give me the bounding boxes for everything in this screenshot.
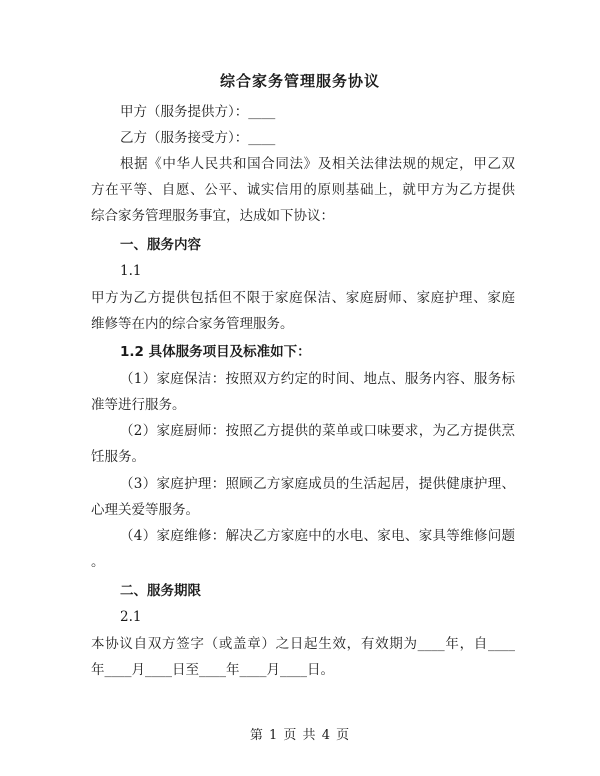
clause-2-1-number: 2.1 xyxy=(120,609,142,625)
service-item-3-line-2: 心理关爱等服务。 xyxy=(91,502,199,518)
service-item-4-line-1: （4）家庭维修：解决乙方家庭中的水电、家电、家具等维修问题 xyxy=(120,528,515,544)
intro-line-1: 根据《中华人民共和国合同法》及相关法律法规的规定，甲乙双 xyxy=(120,156,515,172)
clause-1-1-number: 1.1 xyxy=(120,263,142,279)
clause-2-1-line-1: 本协议自双方签字（或盖章）之日起生效，有效期为____年，自____ xyxy=(91,636,515,652)
clause-1-2-heading: 1.2 具体服务项目及标准如下： xyxy=(120,344,311,360)
clause-2-1-line-2: 年____月____日至____年____月____日。 xyxy=(91,662,334,678)
section-1-heading: 一、服务内容 xyxy=(120,237,201,253)
service-item-1-line-1: （1）家庭保洁：按照双方约定的时间、地点、服务内容、服务标 xyxy=(120,371,515,387)
service-item-2-line-1: （2）家庭厨师：按照乙方提供的菜单或口味要求，为乙方提供烹 xyxy=(120,423,515,439)
service-item-1-line-2: 准等进行服务。 xyxy=(91,397,186,413)
page-footer: 第 1 页 共 4 页 xyxy=(249,728,351,743)
section-2-heading: 二、服务期限 xyxy=(120,583,201,599)
document-title: 综合家务管理服务协议 xyxy=(219,72,380,90)
party-a-line: 甲方（服务提供方）：____ xyxy=(120,104,276,120)
service-item-3-line-1: （3）家庭护理：照顾乙方家庭成员的生活起居，提供健康护理、 xyxy=(120,476,515,492)
clause-1-1-line-2: 维修等在内的综合家务管理服务。 xyxy=(91,316,294,332)
intro-line-3: 综合家务管理服务事宜，达成如下协议： xyxy=(91,208,334,224)
service-item-2-line-2: 饪服务。 xyxy=(91,449,145,465)
intro-line-2: 方在平等、自愿、公平、诚实信用的原则基础上，就甲方为乙方提供 xyxy=(91,182,515,198)
service-item-4-line-2: 。 xyxy=(91,554,105,570)
clause-1-1-line-1: 甲方为乙方提供包括但不限于家庭保洁、家庭厨师、家庭护理、家庭 xyxy=(91,290,515,306)
party-b-line: 乙方（服务接受方）：____ xyxy=(120,130,276,146)
